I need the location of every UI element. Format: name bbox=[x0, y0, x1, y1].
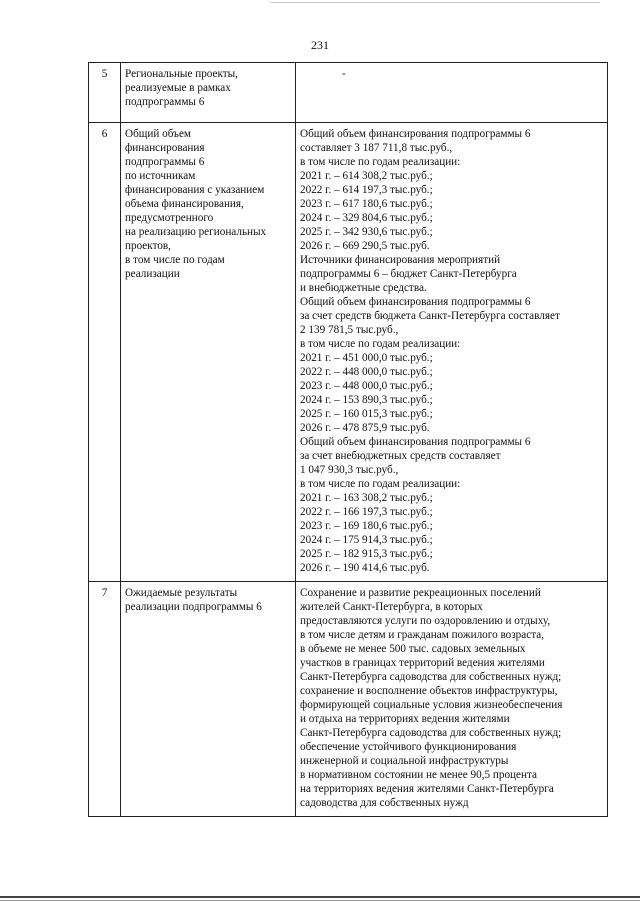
row-content: Сохранение и развитие рекреационных поселений жителей Санкт-Петербурга, в которых предоставляются услуги по оздоровлению и отдыху, в том числе детям и гражданам пожилого возраста, в объеме не менее 500 тыс. садовых земельных участков в границах территорий ведения жителями Санкт-Петербурга садоводства для собственных нужд; сохранение и восполнение объектов инфраструктуры, формирующей социальные условия жизнеобеспечения и отдыха на территориях ведения жителями Санкт-Петербурга садоводства для собственных нужд; обеспечение устойчивого функционирования инженерной и социальной инфраструктуры в нормативном состоянии не менее 90,5 процента на территориях ведения жителями Санкт-Петербурга садоводства для собственных нужд bbox=[296, 582, 608, 817]
row-label: Общий объем финансирования подпрограммы 6 по источникам финансирования с указанием объема финансирования, предусмотренного на реализацию региональных проектов, в том числе по годам реализации bbox=[121, 123, 296, 582]
bottom-scan-rule-secondary bbox=[0, 900, 640, 901]
bottom-scan-rule bbox=[0, 896, 640, 898]
row-label: Региональные проекты, реализуемые в рамках подпрограммы 6 bbox=[121, 63, 296, 123]
top-scan-rule bbox=[270, 2, 600, 3]
row-label: Ожидаемые результаты реализации подпрограммы 6 bbox=[121, 582, 296, 817]
row-number: 7 bbox=[89, 582, 121, 817]
empty-dash: - bbox=[342, 68, 346, 80]
row-number: 5 bbox=[89, 63, 121, 123]
page-number: 231 bbox=[311, 38, 329, 52]
row-content: Общий объем финансирования подпрограммы 6 составляет 3 187 711,8 тыс.руб., в том числе по годам реализации: 2021 г. – 614 308,2 тыс.руб.; 2022 г. – 614 197,3 тыс.руб.; 2023 г. – 617 180,6 тыс.руб.; 2024 г. – 329 804,6 тыс.руб.; 2025 г. – 342 930,6 тыс.руб.; 2026 г. – 669 290,5 тыс.руб. Источники финансирования мероприятий подпрограммы 6 – бюджет Санкт-Петербурга и внебюджетные средства. Общий объем финансирования подпрограммы 6 за счет средств бюджета Санкт-Петербурга составляет 2 139 781,5 тыс.руб., в том числе по годам реализации: 2021 г. – 451 000,0 тыс.руб.; 2022 г. – 448 000,0 тыс.руб.; 2023 г. – 448 000,0 тыс.руб.; 2024 г. – 153 890,3 тыс.руб.; 2025 г. – 160 015,3 тыс.руб.; 2026 г. – 478 875,9 тыс.руб. Общий объем финансирования подпрограммы 6 за счет внебюджетных средств составляет 1 047 930,3 тыс.руб., в том числе по годам реализации: 2021 г. – 163 308,2 тыс.руб.; 2022 г. – 166 197,3 тыс.руб.; 2023 г. – 169 180,6 тыс.руб.; 2024 г. – 175 914,3 тыс.руб.; 2025 г. – 182 915,3 тыс.руб.; 2026 г. – 190 414,6 тыс.руб. bbox=[296, 123, 608, 582]
passport-table bbox=[88, 62, 608, 817]
row-content bbox=[296, 63, 608, 123]
row-number: 6 bbox=[89, 123, 121, 582]
table-row bbox=[89, 63, 608, 123]
table-row bbox=[89, 582, 608, 817]
table-row bbox=[89, 123, 608, 582]
